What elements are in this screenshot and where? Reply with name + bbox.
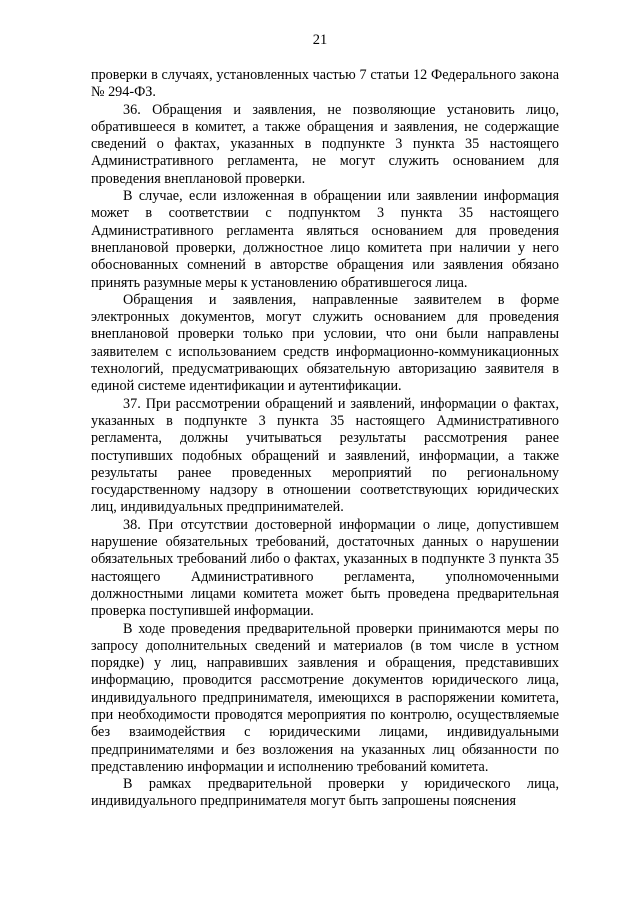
paragraph-38: 38. При отсутствии достоверной информации о лице, допустившем нарушение обязательных требований, достаточных данных о нарушении обязательных требований либо о фактах, указанных в подпункте 3 пункта 35 настоящего Административного регламента, уполномоченными должностными лицами комитета может быть проведена предварительная проверка поступившей информации. <box>91 516 559 620</box>
document-body <box>91 67 559 811</box>
paragraph-36-electronic: Обращения и заявления, направленные заявителем в форме электронных документов, могут служить основанием для проведения внеплановой проверки только при условии, что они были направлены заявителем с использованием средств информационно-коммуникационных технологий, предусматривающих обязательную авторизацию заявителя в единой системе идентификации и аутентификации. <box>91 291 559 395</box>
paragraph-38-measures: В ходе проведения предварительной проверки принимаются меры по запросу дополнительных сведений и материалов (в том числе в устном порядке) у лиц, направивших заявления и обращения, представивших информацию, проводится рассмотрение документов юридического лица, индивидуального предпринимателя, имеющихся в распоряжении комитета, при необходимости проводятся мероприятия по контролю, осуществляемые без взаимодействия с юридическими лицами, индивидуальными предпринимателями и без возложения на указанных лиц обязанности по представлению информации и исполнению требований комитета. <box>91 620 559 775</box>
paragraph-38-explanations: В рамках предварительной проверки у юридического лица, индивидуального предпринимателя могут быть запрошены пояснения <box>91 776 559 810</box>
page-number: 21 <box>312 32 328 48</box>
paragraph-continuation: проверки в случаях, установленных частью 7 статьи 12 Федерального закона № 294-ФЗ. <box>91 67 559 101</box>
paragraph-37: 37. При рассмотрении обращений и заявлений, информации о фактах, указанных в подпункте 3 пункта 35 настоящего Административного регламента, должны учитываться результаты рассмотрения ранее поступивших подобных обращений и заявлений, информации, а также результаты ранее проведенных мероприятий по региональному государственному надзору в отношении соответствующих юридических лиц, индивидуальных предпринимателей. <box>91 395 559 516</box>
paragraph-36: 36. Обращения и заявления, не позволяющие установить лицо, обратившееся в комитет, а также обращения и заявления, не содержащие сведений о фактах, указанных в подпункте 3 пункта 35 настоящего Административного регламента, не могут служить основанием для проведения внеплановой проверки. <box>91 101 559 187</box>
paragraph-36-doubt: В случае, если изложенная в обращении или заявлении информация может в соответствии с подпунктом 3 пункта 35 настоящего Административного регламента являться основанием для проведения внеплановой проверки, должностное лицо комитета при наличии у него обоснованных сомнений в авторстве обращения или заявления обязано принять разумные меры к установлению обратившегося лица. <box>91 188 559 291</box>
